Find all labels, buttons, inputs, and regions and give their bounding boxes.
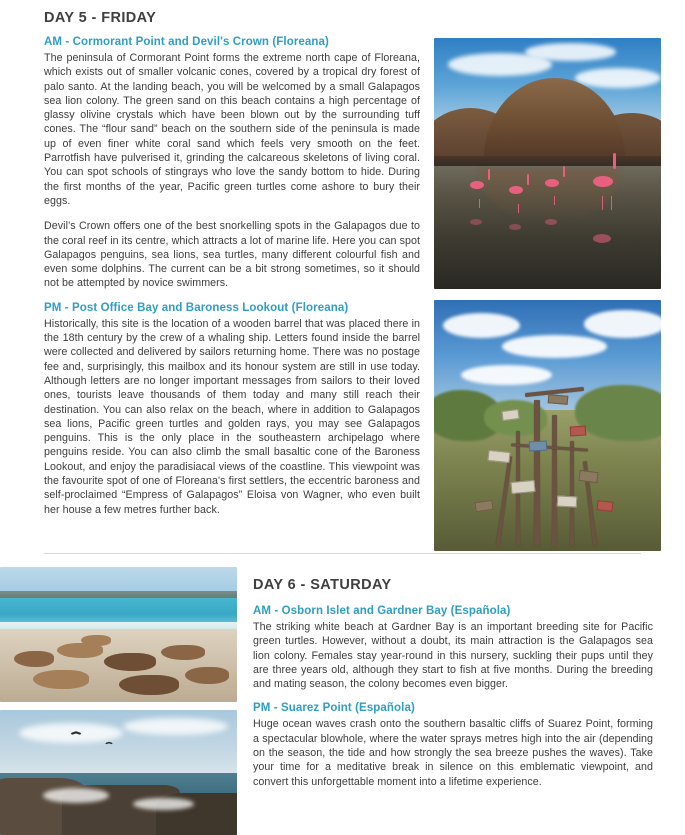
flamingo <box>602 196 603 210</box>
message-sign <box>570 425 587 436</box>
cloud-shape <box>584 310 661 338</box>
seabird <box>71 730 81 736</box>
sea-lion <box>33 670 89 689</box>
day-5-am-paragraph-1: The peninsula of Cormorant Point forms the extreme north cape of Floreana, which exists out of smaller volcanic cones, covered by a tropical dry forest of palo santo. At the landing beach, you will be welcomed by a small Galapagos sea lion colony. The green sand on this beach contains a high percentage of glassy olivine crystals which have been blown out by the surrounding tuff cones. The “flour sand” beach on the southern side of the peninsula is made up of even finer white coral sand which feels very smooth on the feet. Parrotfish have pulverised it, grinding the calcareous skeletons of living coral. You can spot schools of stingrays who love the sandy bottom to hide. During the first months of the year, Pacific green turtles come ashore to bury their eggs. <box>44 51 420 208</box>
message-sign <box>488 449 511 462</box>
wooden-post <box>570 441 574 546</box>
flamingo <box>518 204 519 213</box>
day-5-pm-paragraph-1: Historically, this site is the location of a wooden barrel that was placed there in the 18th century by the crew of a whaling ship. Letters found inside the barrel were collected and delivered by sailors returning home. There was no postage fee and, surprisingly, this mailbox and its honour system are still in use today. Although letters are no longer important messages from sailors to their loved ones, tourists leave thousands of them today and many still reach their destination. You can also relax on the beach, where in addition to Galapagos sea lions, Pacific green turtles and golden rays, you may see Galapagos penguins. This is the only place in the southeastern archipelago where penguins reside. You can also climb the small basaltic cone of the Baroness Lookout, and enjoy the paradisiacal views of the coastline. This viewpoint was the favourite spot of one of Floreana's first settlers, the eccentric baroness and self-proclaimed “Empress of Galapagos” Eloisa von Wagner, who even built her house a few metres further back. <box>44 317 420 517</box>
turquoise-sea <box>0 598 237 625</box>
flamingo <box>613 153 616 169</box>
wooden-post <box>552 415 557 546</box>
day-5-image-column <box>434 36 661 551</box>
day-5-columns <box>44 36 671 551</box>
post-office-bay-barrel-photo <box>434 300 661 551</box>
suarez-point-cliffs-photo <box>0 710 237 835</box>
sea-lion <box>14 651 54 667</box>
day-6-image-column <box>0 567 237 835</box>
cloud-shape <box>525 43 616 61</box>
day-5-am-heading: AM - Cormorant Point and Devil's Crown (Floreana) <box>44 36 420 48</box>
flamingo-reflection <box>509 224 521 230</box>
day-6-text-column <box>253 567 653 789</box>
seabird <box>106 741 113 745</box>
sea-foam <box>43 788 109 803</box>
flamingo-reflection <box>470 219 482 225</box>
flamingos-in-lagoon-photo <box>434 38 661 289</box>
day-6-am-heading: AM - Osborn Islet and Gardner Bay (Española) <box>253 605 653 617</box>
day-5-pm-heading: PM - Post Office Bay and Baroness Lookout (Floreana) <box>44 302 420 314</box>
day-6-am-paragraph-1: The striking white beach at Gardner Bay is an important breeding site for Pacific green turtles. However, without a doubt, its main attraction is the Galapagos sea lion colony. Females stay year-round in this nursery, suckling their pups until they are three years old, although they start to fish at five months. During the breeding and mating season, the colony becomes even bigger. <box>253 620 653 691</box>
day-5-text-column <box>44 36 420 517</box>
flamingo <box>593 176 613 187</box>
day-6-title: DAY 6 - SATURDAY <box>253 577 653 593</box>
flamingo <box>545 179 559 187</box>
wooden-post <box>534 400 540 546</box>
flamingo <box>554 196 555 205</box>
day-6-pm-heading: PM - Suarez Point (Española) <box>253 702 653 714</box>
message-sign <box>597 500 614 512</box>
message-sign <box>579 470 599 483</box>
message-sign <box>511 480 536 494</box>
sea-lion <box>185 667 229 684</box>
day-6-pm-paragraph-1: Huge ocean waves crash onto the southern basaltic cliffs of Suarez Point, forming a spectacular blowhole, where the water sprays metres high into the air (depending on the season, the tide and how strongly the sea breeze pushes the waves). Take your time for a meditative break in silence on this emblematic viewpoint, and convert this unforgettable moment into a lifetime experience. <box>253 717 653 788</box>
cloud-shape <box>443 313 520 338</box>
sea-lion-colony-beach-photo <box>0 567 237 702</box>
flamingo-reflection <box>593 234 611 243</box>
day-5-title: DAY 5 - FRIDAY <box>44 10 671 26</box>
message-sign <box>556 495 577 507</box>
section-divider <box>44 553 641 554</box>
sea-lion <box>119 675 179 695</box>
sea-foam <box>133 798 195 811</box>
flamingo <box>479 199 480 208</box>
day-5-am-paragraph-2: Devil’s Crown offers one of the best snorkelling spots in the Galapagos due to the coral reef in its centre, which attracts a lot of marine life. Here you can spot Galapagos penguins, sea lions, sea turtles, many different colourful fish and even some dolphins. The current can be a bit strong sometimes, so it should not be attempted by novice swimmers. <box>44 219 420 290</box>
cloud-shape <box>123 718 227 736</box>
flamingo <box>611 196 612 210</box>
sea-lion <box>81 635 111 646</box>
flamingo <box>527 174 529 185</box>
day-6-section <box>0 567 685 835</box>
cloud-shape <box>502 335 606 358</box>
flamingo-reflection <box>545 219 557 225</box>
bush-shape <box>575 385 661 440</box>
flamingo <box>509 186 523 194</box>
message-sign <box>529 440 547 451</box>
day-6-columns <box>0 567 671 835</box>
